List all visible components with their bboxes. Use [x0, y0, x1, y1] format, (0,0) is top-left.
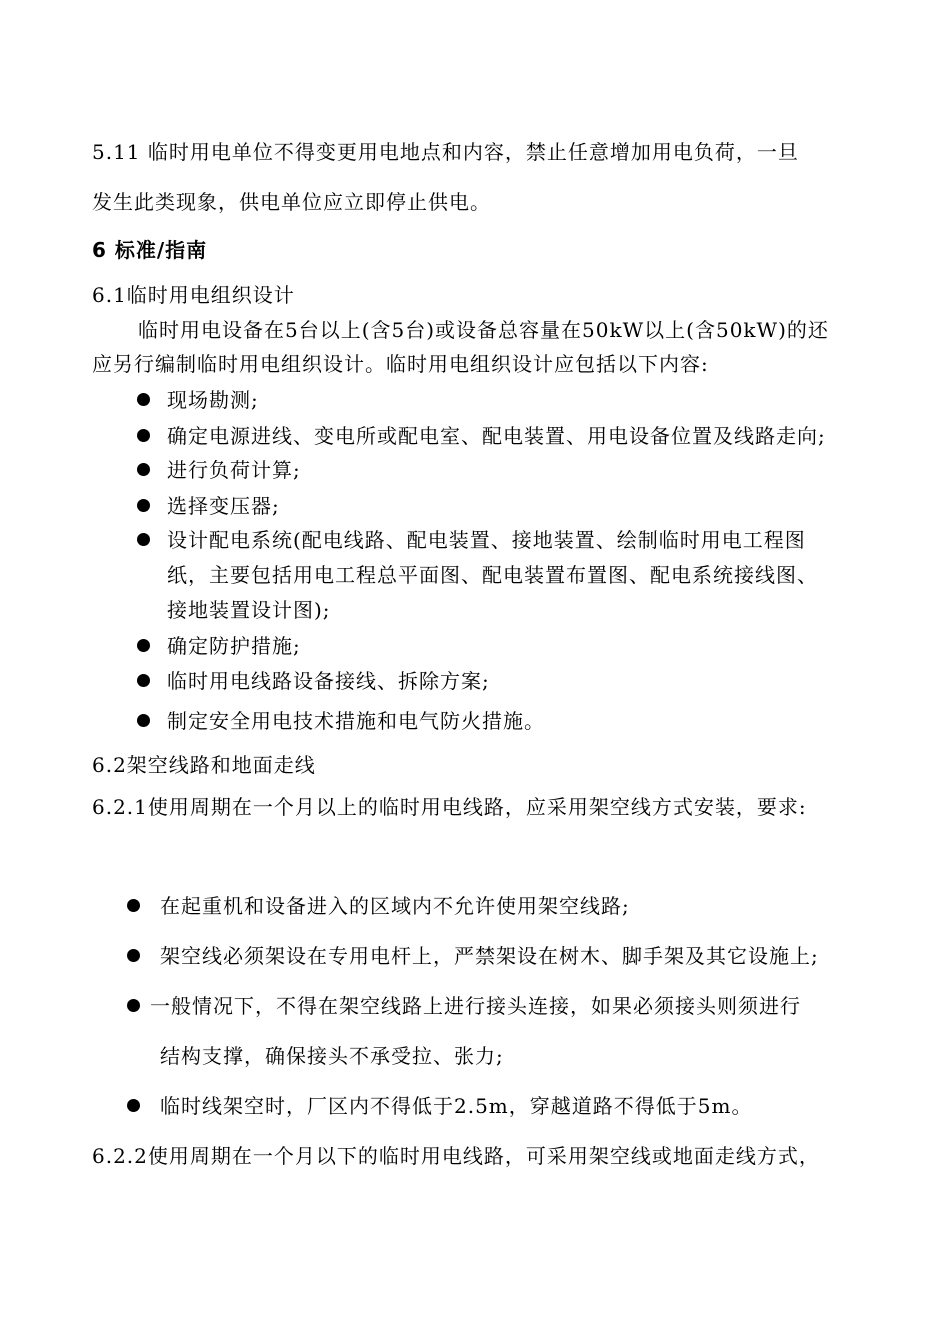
bullet-icon — [137, 674, 150, 687]
list-item: 选择变压器; — [167, 494, 280, 518]
clause-5-11-line1: 5.11 临时用电单位不得变更用电地点和内容，禁止任意增加用电负荷，一旦 — [92, 140, 799, 164]
bullet-icon — [137, 499, 150, 512]
bullet-icon — [137, 429, 150, 442]
list-item: 临时用电线路设备接线、拆除方案; — [167, 669, 490, 693]
list-item: 临时线架空时，厂区内不得低于2.5m，穿越道路不得低于5m。 — [160, 1094, 753, 1118]
bullet-icon — [127, 999, 140, 1012]
list-item: 一般情况下，不得在架空线路上进行接头连接，如果必须接头则须进行 — [150, 994, 801, 1018]
list-item: 现场勘测; — [167, 388, 259, 412]
bullet-icon — [137, 463, 150, 476]
clause-6-2-2: 6.2.2使用周期在一个月以下的临时用电线路，可采用架空线或地面走线方式， — [92, 1144, 820, 1168]
bullet-icon — [137, 533, 150, 546]
list-item: 确定防护措施; — [167, 634, 301, 658]
list-item: 架空线必须架设在专用电杆上，严禁架设在树木、脚手架及其它设施上; — [160, 944, 819, 968]
bullet-icon — [127, 1099, 140, 1112]
list-item-continuation: 接地装置设计图); — [167, 598, 331, 622]
list-item: 设计配电系统(配电线路、配电装置、接地装置、绘制临时用电工程图 — [167, 528, 806, 552]
bullet-icon — [137, 393, 150, 406]
bullet-icon — [127, 949, 140, 962]
list-item: 制定安全用电技术措施和电气防火措施。 — [167, 709, 545, 733]
bullet-icon — [137, 639, 150, 652]
clause-6-2-1: 6.2.1使用周期在一个月以上的临时用电线路，应采用架空线方式安装，要求: — [92, 795, 807, 819]
bullet-icon — [127, 899, 140, 912]
section-6-1-title: 6.1临时用电组织设计 — [92, 283, 295, 307]
list-item: 在起重机和设备进入的区域内不允许使用架空线路; — [160, 894, 630, 918]
clause-5-11-line2: 发生此类现象，供电单位应立即停止供电。 — [92, 190, 491, 214]
section-6-1-paragraph-line2: 应另行编制临时用电组织设计。临时用电组织设计应包括以下内容: — [92, 352, 709, 376]
list-item-continuation: 结构支撑，确保接头不承受拉、张力; — [160, 1044, 504, 1068]
list-item-continuation: 纸，主要包括用电工程总平面图、配电装置布置图、配电系统接线图、 — [167, 563, 818, 587]
section-6-2-title: 6.2架空线路和地面走线 — [92, 753, 316, 777]
list-item: 确定电源进线、变电所或配电室、配电装置、用电设备位置及线路走向; — [167, 424, 826, 448]
bullet-icon — [137, 714, 150, 727]
section-6-1-paragraph-line1: 临时用电设备在5台以上(含5台)或设备总容量在50kW以上(含50kW)的还 — [138, 318, 829, 342]
section-6-heading: 6 标准/指南 — [92, 238, 208, 262]
list-item: 进行负荷计算; — [167, 458, 301, 482]
